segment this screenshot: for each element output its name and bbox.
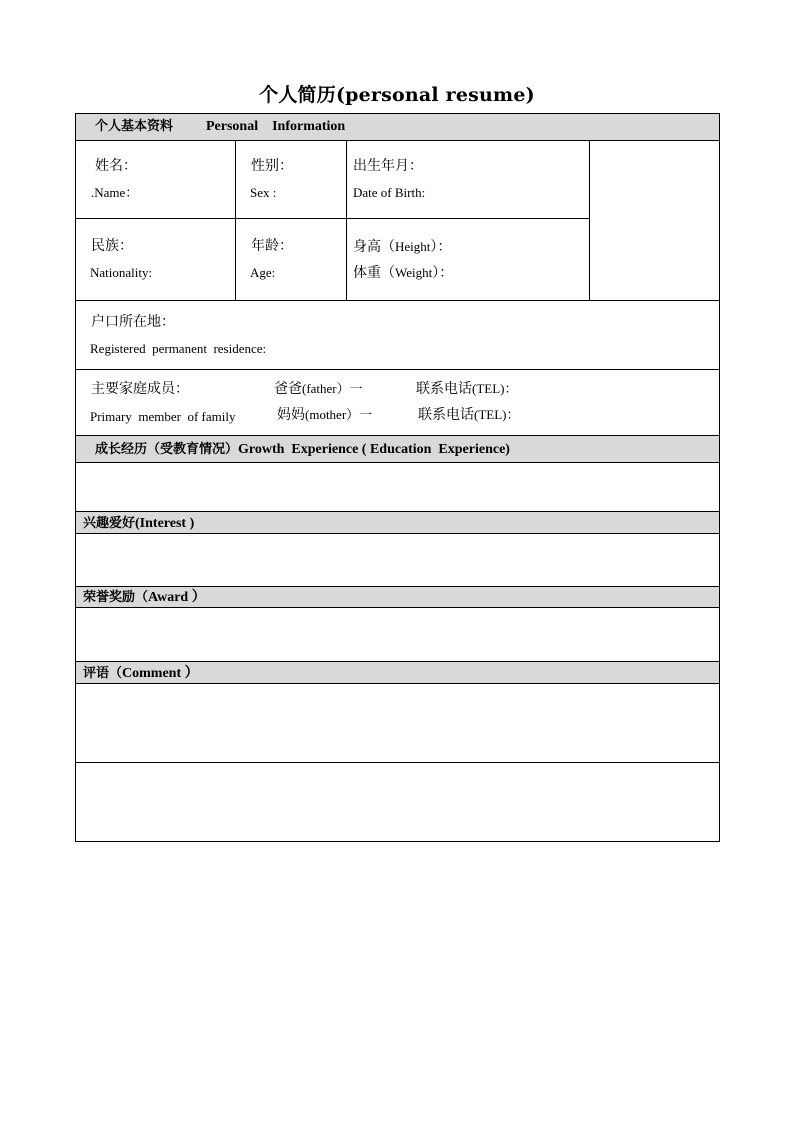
height-label	[353, 239, 451, 255]
award-header-en: Award ）	[148, 590, 206, 605]
tel-label-2-cn: 联系电话	[418, 407, 474, 423]
photo-cell	[590, 141, 719, 300]
height-label-end: ）：	[430, 239, 452, 255]
weight-label-end: ）：	[432, 265, 454, 281]
sex-label-cn: 性别：	[251, 158, 293, 174]
divider	[75, 661, 720, 662]
father-label-en: (father）一	[302, 381, 363, 396]
growth-header-en: Growth Experience ( Education Experience)	[238, 442, 510, 457]
family-label-en: Primary member of family	[90, 409, 236, 424]
divider	[75, 586, 720, 587]
tel-label-2	[418, 407, 519, 423]
dob-label-en: Date of Birth:	[353, 185, 426, 200]
growth-content-area[interactable]	[76, 463, 719, 511]
award-content-area[interactable]	[76, 608, 719, 661]
tel-label-1-en: (TEL)：	[472, 381, 518, 396]
divider	[75, 300, 720, 301]
extra-content-area[interactable]	[76, 763, 719, 841]
divider	[75, 511, 720, 512]
interest-content-area[interactable]	[76, 534, 719, 586]
weight-label	[353, 265, 453, 281]
divider	[346, 140, 347, 300]
tel-label-1	[416, 381, 517, 397]
award-header-cn: 荣誉奖励（	[83, 590, 149, 605]
growth-header	[95, 441, 510, 458]
comment-header-en: Comment ）	[122, 666, 199, 681]
residence-label-cn: 户口所在地：	[91, 314, 175, 330]
age-label-cn: 年龄：	[251, 238, 293, 254]
divider	[75, 218, 590, 219]
father-label	[274, 381, 363, 397]
comment-header-cn: 评语（	[83, 666, 123, 681]
comment-content-area[interactable]	[76, 684, 719, 762]
father-label-cn: 爸爸	[274, 381, 302, 397]
weight-label-en: Weight	[395, 265, 433, 280]
divider	[235, 140, 236, 300]
sex-label-en: Sex :	[250, 185, 277, 200]
residence-label-en: Registered permanent residence:	[90, 341, 267, 356]
personal-info-header-cn: 个人基本资料	[95, 119, 174, 134]
interest-header	[83, 515, 194, 532]
divider	[75, 435, 720, 436]
weight-label-cn: 体重（	[353, 265, 395, 281]
award-header	[83, 589, 206, 606]
personal-info-header-en: Personal Information	[206, 119, 346, 134]
tel-label-2-en: (TEL)：	[474, 407, 520, 422]
name-label-en: .Name：	[91, 185, 139, 200]
comment-header	[83, 665, 199, 682]
nationality-label-en: Nationality:	[90, 265, 153, 280]
name-label-cn: 姓名：	[95, 158, 137, 174]
nationality-label-cn: 民族：	[91, 238, 133, 254]
growth-header-cn: 成长经历（受教育情况）	[95, 442, 239, 457]
age-label-en: Age:	[250, 265, 276, 280]
page-title: 个人简历(personal resume)	[259, 84, 535, 106]
mother-label	[277, 407, 372, 423]
tel-label-1-cn: 联系电话	[416, 381, 472, 397]
divider	[75, 369, 720, 370]
interest-header-cn: 兴趣爱好	[83, 516, 136, 531]
height-label-en: Height	[395, 239, 431, 254]
height-label-cn: 身高（	[353, 239, 395, 255]
dob-label-cn: 出生年月：	[353, 158, 423, 174]
mother-label-cn: 妈妈	[277, 407, 305, 423]
mother-label-en: (mother）一	[305, 407, 373, 422]
interest-header-en: (Interest )	[135, 516, 195, 531]
family-label-cn: 主要家庭成员：	[91, 381, 189, 397]
